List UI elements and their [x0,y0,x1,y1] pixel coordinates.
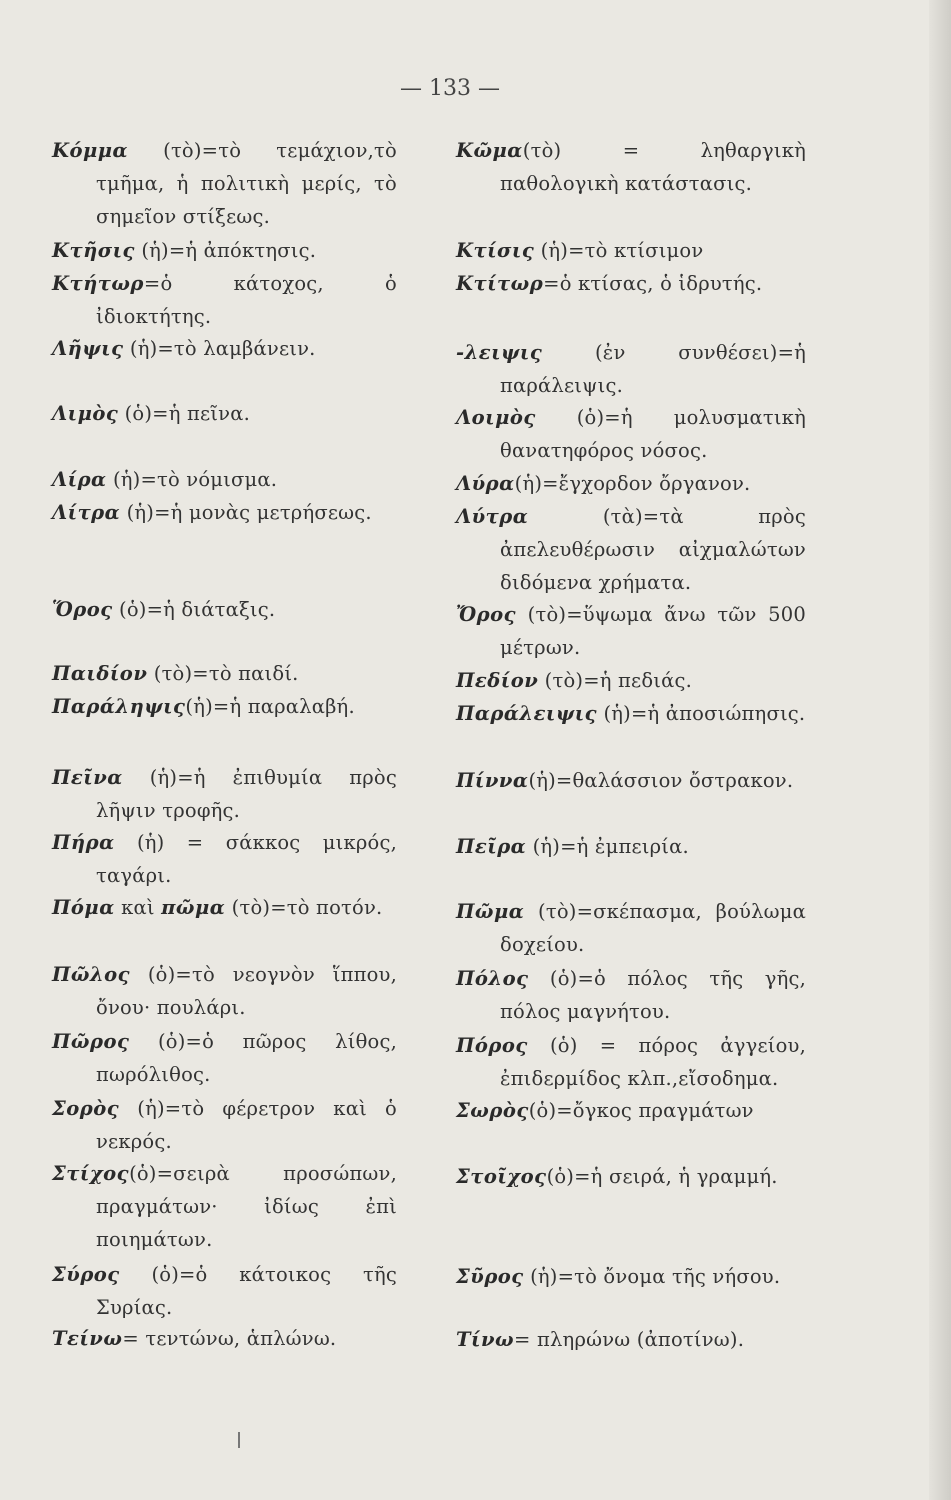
entry-term: Λίτρα [52,501,121,524]
entry-term: Σῦρος [456,1265,524,1288]
dictionary-entry [456,234,806,267]
dictionary-entry [456,962,806,1028]
entry-definition: (ὁ)=ἡ πεῖνα. [118,402,250,425]
dictionary-entry [456,1160,806,1193]
entry-definition: (ἡ)=ἡ ἀπόκτησις. [134,239,317,262]
dictionary-entry [456,1323,806,1356]
entry-term: Κτίσις [456,239,535,262]
entry-definition: (ἡ) = σάκκος μικρός, ταγάρι. [96,831,397,887]
dictionary-entry [52,267,397,333]
entry-term: Λοιμὸς [456,406,536,429]
dictionary-entry [456,895,806,961]
entry-definition: (ἡ)=ἡ ἀποσιώπησις. [597,702,806,725]
dictionary-entry [52,690,397,723]
dictionary-entry [52,463,397,496]
entry-definition: (ὁ)=ἡ σειρά, ἡ γραμμή. [546,1165,778,1188]
entry-term: Λίρα [52,468,107,491]
dictionary-entry [52,1322,397,1355]
entry-term: Κτίτωρ [456,272,544,295]
entry-definition: (ὁ)=τὸ νεογνὸν ἵππου, ὄνου· πουλάρι. [96,963,397,1019]
entry-definition: (τὸ)=ἡ πεδιάς. [538,669,693,692]
dictionary-entry [456,664,806,697]
dictionary-entry [456,267,806,300]
dictionary-entry [52,826,397,892]
dictionary-entry [456,1094,806,1127]
dictionary-entry [52,891,397,924]
entry-term: Τίνω [456,1328,515,1351]
entry-definition: (τὸ)=τὸ παιδί. [147,662,299,685]
entry-definition: = πληρώνω (ἀποτίνω). [514,1328,745,1351]
entry-definition: (ἐν συνθέσει)=ἡ παράλειψις. [500,341,806,397]
entry-term: Παράληψις [52,695,186,718]
entry-definition: (ὁ)=ἡ διάταξις. [112,598,276,621]
entry-definition: (τὸ)=σκέπασμα, βούλωμα δοχείου. [500,900,806,956]
entry-term: Σύρος [52,1263,120,1286]
dictionary-entry [456,467,806,500]
entry-definition: =ὁ κάτοχος, ὁ ἰδιοκτήτης. [96,272,397,328]
page-edge [929,0,951,1500]
entry-term: Πόλος [456,967,529,990]
dictionary-entry [456,1029,806,1095]
entry-definition: (ὁ)=ἡ μολυσματικὴ θανατηφόρος νόσος. [500,406,806,462]
dictionary-entry [52,1092,397,1158]
entry-term: Πῶλος [52,963,131,986]
entry-term: Πόμα [52,896,115,919]
dictionary-entry [52,134,397,233]
dictionary-entry [456,764,806,797]
entry-term: Πήρα [52,831,115,854]
entry-definition: (ἡ)=ἡ ἐμπειρία. [526,835,689,858]
dictionary-entry [52,657,397,690]
entry-term: Παιδίον [52,662,148,685]
entry-definition: = τεντώνω, ἁπλώνω. [122,1327,337,1350]
dictionary-entry [456,336,806,402]
entry-definition: (ἡ)=τὸ ὄνομα τῆς νήσου. [523,1265,781,1288]
entry-definition: (ὁ) = πόρος ἀγγείου, ἐπιδερμίδος κλπ.,εἴσοδημα. [500,1034,806,1090]
entry-definition: (ἡ)=τὸ νόμισμα. [106,468,278,491]
entry-term: Κτήτωρ [52,272,144,295]
dictionary-entry [456,401,806,467]
ink-mark [238,1432,240,1448]
dictionary-entry [456,598,806,664]
dictionary-entry [52,593,397,626]
entry-term: Κῶμα [456,139,523,162]
entry-definition: (τὰ)=τὰ πρὸς ἀπελευθέρωσιν αἰχμαλώτων διδόμενα χρήματα. [500,505,806,594]
entry-definition: (ὁ)=σειρὰ προσώπων, πραγμάτων· ἰδίως ἐπὶ ποιημάτων. [96,1162,397,1251]
entry-term: Πόρος [456,1034,528,1057]
dictionary-entry [456,830,806,863]
entry-term: Σορὸς [52,1097,120,1120]
entry-term: Πίννα [456,769,529,792]
entry-term-alt: πῶμα [161,896,226,919]
dictionary-entry [456,134,806,200]
entry-term: Σωρὸς [456,1099,529,1122]
entry-definition: (ὁ)=ὁ πόλος τῆς γῆς, πόλος μαγνήτου. [500,967,806,1023]
entry-term: -λειψις [456,341,543,364]
entry-definition: (ὁ)=ὁ πῶρος λίθος, πωρόλιθος. [96,1030,397,1086]
entry-definition: (τὸ)=ὕψωμα ἄνω τῶν 500 μέτρων. [500,603,806,659]
dictionary-entry [52,1025,397,1091]
dictionary-entry [456,500,806,599]
entry-definition: (τὸ)=τὸ τεμάχιον,τὸ τμῆμα, ἡ πολιτικὴ μερίς, τὸ σημεῖον στίξεως. [96,139,397,228]
entry-definition: (τὸ) = ληθαργικὴ παθολογικὴ κατάστασις. [500,139,806,195]
entry-term: Λιμὸς [52,402,119,425]
entry-term: Λύτρα [456,505,529,528]
entry-term: Κτῆσις [52,239,135,262]
dictionary-entry [456,697,806,730]
entry-definition: =ὁ κτίσας, ὁ ἱδρυτής. [543,272,763,295]
entry-term: Λῆψις [52,337,124,360]
dictionary-entry [52,332,397,365]
entry-term: Πῶρος [52,1030,130,1053]
entry-definition: καὶ [114,896,162,919]
entry-term: Ὄρος [456,603,517,626]
dictionary-entry [456,1260,806,1293]
entry-definition: (ἡ)=τὸ λαμβάνειν. [123,337,316,360]
entry-term: Στίχος [52,1162,130,1185]
entry-definition: (ἡ)=ἡ παραλαβή. [185,695,355,718]
entry-definition: (ἡ)=τὸ κτίσιμον [534,239,704,262]
entry-definition: (ἡ)=ἡ μονὰς μετρήσεως. [120,501,372,524]
right-column [456,0,806,1500]
dictionary-entry [52,234,397,267]
entry-definition: (ἡ)=θαλάσσιον ὄστρακον. [528,769,794,792]
entry-term: Πεῖνα [52,766,123,789]
entry-term: Πῶμα [456,900,525,923]
page-number: — 133 — [400,76,500,101]
entry-definition: (ὁ)=ὁ κάτοικος τῆς Συρίας. [96,1263,397,1319]
entry-definition: (ἡ)=ἡ ἐπιθυμία πρὸς λῆψιν τροφῆς. [96,766,397,822]
dictionary-entry [52,1258,397,1324]
left-column [52,0,397,1500]
entry-term: Κόμμα [52,139,129,162]
entry-term: Στοῖχος [456,1165,547,1188]
dictionary-entry [52,1157,397,1256]
entry-definition: (ἡ)=τὸ φέρετρον καὶ ὁ νεκρός. [96,1097,397,1153]
dictionary-entry [52,496,397,529]
entry-definition: (ὁ)=ὄγκος πραγμάτων [528,1099,754,1122]
entry-term: Πεῖρα [456,835,527,858]
entry-term: Πεδίον [456,669,539,692]
entry-definition: (τὸ)=τὸ ποτόν. [225,896,383,919]
entry-term: Ὅρος [52,598,113,621]
entry-definition: (ἡ)=ἔγχορδον ὄργανον. [514,472,751,495]
dictionary-entry [52,397,397,430]
entry-term: Τείνω [52,1327,123,1350]
dictionary-entry [52,958,397,1024]
dictionary-entry [52,761,397,827]
entry-term: Λύρα [456,472,515,495]
entry-term: Παράλειψις [456,702,598,725]
